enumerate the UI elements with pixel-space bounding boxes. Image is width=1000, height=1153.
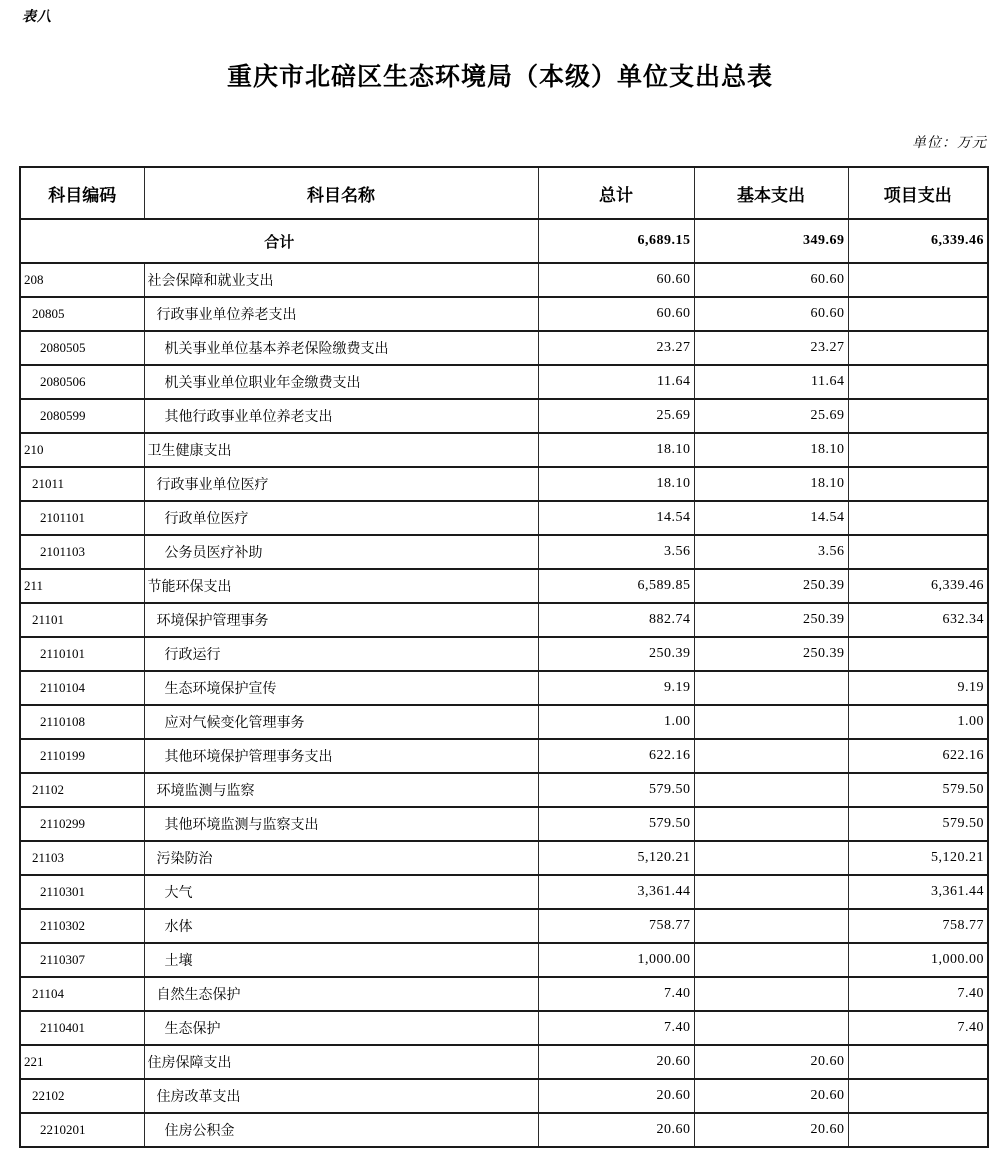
code-cell: 2110101 [20, 637, 144, 671]
name-cell: 行政事业单位养老支出 [144, 297, 538, 331]
table-row [20, 501, 988, 535]
grand-total-basic: 349.69 [694, 219, 848, 263]
code-cell: 2210201 [20, 1113, 144, 1147]
name-cell: 行政事业单位医疗 [144, 467, 538, 501]
budget-table [19, 166, 989, 1148]
table-row [20, 433, 988, 467]
table-row [20, 977, 988, 1011]
table-row [20, 841, 988, 875]
table-row [20, 263, 988, 297]
table-row [20, 297, 988, 331]
column-header-subject-name: 科目名称 [144, 167, 538, 219]
basic-cell: 60.60 [694, 297, 848, 331]
project-cell: 579.50 [848, 807, 988, 841]
total-cell: 6,589.85 [538, 569, 694, 603]
total-cell: 20.60 [538, 1079, 694, 1113]
table-row [20, 909, 988, 943]
project-cell: 5,120.21 [848, 841, 988, 875]
basic-cell: 11.64 [694, 365, 848, 399]
code-cell: 221 [20, 1045, 144, 1079]
table-row [20, 399, 988, 433]
code-cell: 2101103 [20, 535, 144, 569]
total-cell: 3.56 [538, 535, 694, 569]
basic-cell: 18.10 [694, 467, 848, 501]
code-cell: 21101 [20, 603, 144, 637]
column-header-total: 总计 [538, 167, 694, 219]
project-cell [848, 1045, 988, 1079]
project-cell: 1.00 [848, 705, 988, 739]
code-cell: 2110302 [20, 909, 144, 943]
sheet-label: 表八 [22, 10, 52, 25]
name-cell: 土壤 [144, 943, 538, 977]
basic-cell: 14.54 [694, 501, 848, 535]
total-cell: 20.60 [538, 1113, 694, 1147]
column-header-project-expense: 项目支出 [848, 167, 988, 219]
project-cell [848, 399, 988, 433]
basic-cell [694, 875, 848, 909]
basic-cell: 20.60 [694, 1045, 848, 1079]
unit-note: 单位：万元 [912, 136, 987, 151]
name-cell: 其他环境保护管理事务支出 [144, 739, 538, 773]
grand-total-label: 合计 [20, 219, 538, 263]
table-body [20, 219, 988, 1147]
total-cell: 11.64 [538, 365, 694, 399]
name-cell: 机关事业单位职业年金缴费支出 [144, 365, 538, 399]
table-row [20, 773, 988, 807]
table-row [20, 467, 988, 501]
name-cell: 行政单位医疗 [144, 501, 538, 535]
basic-cell: 18.10 [694, 433, 848, 467]
table-row [20, 331, 988, 365]
total-cell: 14.54 [538, 501, 694, 535]
code-cell: 210 [20, 433, 144, 467]
total-cell: 20.60 [538, 1045, 694, 1079]
basic-cell [694, 909, 848, 943]
name-cell: 污染防治 [144, 841, 538, 875]
table-row [20, 637, 988, 671]
basic-cell [694, 739, 848, 773]
project-cell: 622.16 [848, 739, 988, 773]
basic-cell: 20.60 [694, 1113, 848, 1147]
code-cell: 2110401 [20, 1011, 144, 1045]
total-cell: 18.10 [538, 433, 694, 467]
basic-cell: 25.69 [694, 399, 848, 433]
basic-cell: 250.39 [694, 637, 848, 671]
name-cell: 机关事业单位基本养老保险缴费支出 [144, 331, 538, 365]
basic-cell [694, 1011, 848, 1045]
name-cell: 住房公积金 [144, 1113, 538, 1147]
total-cell: 1,000.00 [538, 943, 694, 977]
total-cell: 3,361.44 [538, 875, 694, 909]
column-header-basic-expense: 基本支出 [694, 167, 848, 219]
project-cell [848, 297, 988, 331]
total-cell: 7.40 [538, 1011, 694, 1045]
code-cell: 2110199 [20, 739, 144, 773]
project-cell [848, 637, 988, 671]
code-cell: 2110299 [20, 807, 144, 841]
table-row [20, 705, 988, 739]
name-cell: 其他环境监测与监察支出 [144, 807, 538, 841]
code-cell: 21011 [20, 467, 144, 501]
grand-total-total: 6,689.15 [538, 219, 694, 263]
project-cell [848, 365, 988, 399]
code-cell: 2110307 [20, 943, 144, 977]
name-cell: 住房改革支出 [144, 1079, 538, 1113]
basic-cell: 23.27 [694, 331, 848, 365]
project-cell [848, 501, 988, 535]
table-row [20, 1079, 988, 1113]
name-cell: 自然生态保护 [144, 977, 538, 1011]
basic-cell [694, 773, 848, 807]
total-cell: 25.69 [538, 399, 694, 433]
basic-cell: 250.39 [694, 569, 848, 603]
name-cell: 应对气候变化管理事务 [144, 705, 538, 739]
header-row [20, 167, 988, 219]
total-cell: 60.60 [538, 297, 694, 331]
total-cell: 5,120.21 [538, 841, 694, 875]
table-row [20, 807, 988, 841]
code-cell: 2110108 [20, 705, 144, 739]
name-cell: 公务员医疗补助 [144, 535, 538, 569]
project-cell: 758.77 [848, 909, 988, 943]
name-cell: 生态环境保护宣传 [144, 671, 538, 705]
project-cell [848, 467, 988, 501]
total-cell: 60.60 [538, 263, 694, 297]
code-cell: 2080506 [20, 365, 144, 399]
project-cell: 7.40 [848, 1011, 988, 1045]
name-cell: 行政运行 [144, 637, 538, 671]
name-cell: 住房保障支出 [144, 1045, 538, 1079]
total-cell: 9.19 [538, 671, 694, 705]
project-cell [848, 433, 988, 467]
basic-cell [694, 841, 848, 875]
code-cell: 21102 [20, 773, 144, 807]
project-cell [848, 1079, 988, 1113]
code-cell: 208 [20, 263, 144, 297]
table-header [20, 167, 988, 219]
project-cell: 632.34 [848, 603, 988, 637]
name-cell: 卫生健康支出 [144, 433, 538, 467]
project-cell: 3,361.44 [848, 875, 988, 909]
grand-total-project: 6,339.46 [848, 219, 988, 263]
basic-cell [694, 671, 848, 705]
name-cell: 环境保护管理事务 [144, 603, 538, 637]
project-cell [848, 1113, 988, 1147]
project-cell: 6,339.46 [848, 569, 988, 603]
basic-cell: 20.60 [694, 1079, 848, 1113]
table-row [20, 535, 988, 569]
project-cell: 9.19 [848, 671, 988, 705]
table-row [20, 943, 988, 977]
code-cell: 211 [20, 569, 144, 603]
basic-cell [694, 807, 848, 841]
grand-total-row [20, 219, 988, 263]
page-title: 重庆市北碚区生态环境局（本级）单位支出总表 [226, 64, 773, 91]
basic-cell [694, 943, 848, 977]
table-row [20, 1011, 988, 1045]
name-cell: 大气 [144, 875, 538, 909]
total-cell: 1.00 [538, 705, 694, 739]
total-cell: 250.39 [538, 637, 694, 671]
table-row [20, 671, 988, 705]
total-cell: 18.10 [538, 467, 694, 501]
name-cell: 节能环保支出 [144, 569, 538, 603]
project-cell: 7.40 [848, 977, 988, 1011]
code-cell: 22102 [20, 1079, 144, 1113]
table-row [20, 1113, 988, 1147]
code-cell: 2080599 [20, 399, 144, 433]
name-cell: 社会保障和就业支出 [144, 263, 538, 297]
project-cell: 579.50 [848, 773, 988, 807]
total-cell: 622.16 [538, 739, 694, 773]
code-cell: 21104 [20, 977, 144, 1011]
basic-cell: 250.39 [694, 603, 848, 637]
table-row [20, 603, 988, 637]
name-cell: 环境监测与监察 [144, 773, 538, 807]
basic-cell [694, 977, 848, 1011]
total-cell: 882.74 [538, 603, 694, 637]
code-cell: 20805 [20, 297, 144, 331]
total-cell: 23.27 [538, 331, 694, 365]
total-cell: 7.40 [538, 977, 694, 1011]
project-cell [848, 535, 988, 569]
name-cell: 其他行政事业单位养老支出 [144, 399, 538, 433]
table-row [20, 875, 988, 909]
basic-cell [694, 705, 848, 739]
basic-cell: 3.56 [694, 535, 848, 569]
code-cell: 2110104 [20, 671, 144, 705]
project-cell [848, 331, 988, 365]
table-row [20, 739, 988, 773]
name-cell: 生态保护 [144, 1011, 538, 1045]
total-cell: 579.50 [538, 773, 694, 807]
code-cell: 2110301 [20, 875, 144, 909]
basic-cell: 60.60 [694, 263, 848, 297]
code-cell: 2080505 [20, 331, 144, 365]
column-header-subject-code: 科目编码 [20, 167, 144, 219]
table-row [20, 1045, 988, 1079]
total-cell: 758.77 [538, 909, 694, 943]
name-cell: 水体 [144, 909, 538, 943]
table-row [20, 569, 988, 603]
code-cell: 2101101 [20, 501, 144, 535]
table-row [20, 365, 988, 399]
project-cell [848, 263, 988, 297]
project-cell: 1,000.00 [848, 943, 988, 977]
code-cell: 21103 [20, 841, 144, 875]
total-cell: 579.50 [538, 807, 694, 841]
